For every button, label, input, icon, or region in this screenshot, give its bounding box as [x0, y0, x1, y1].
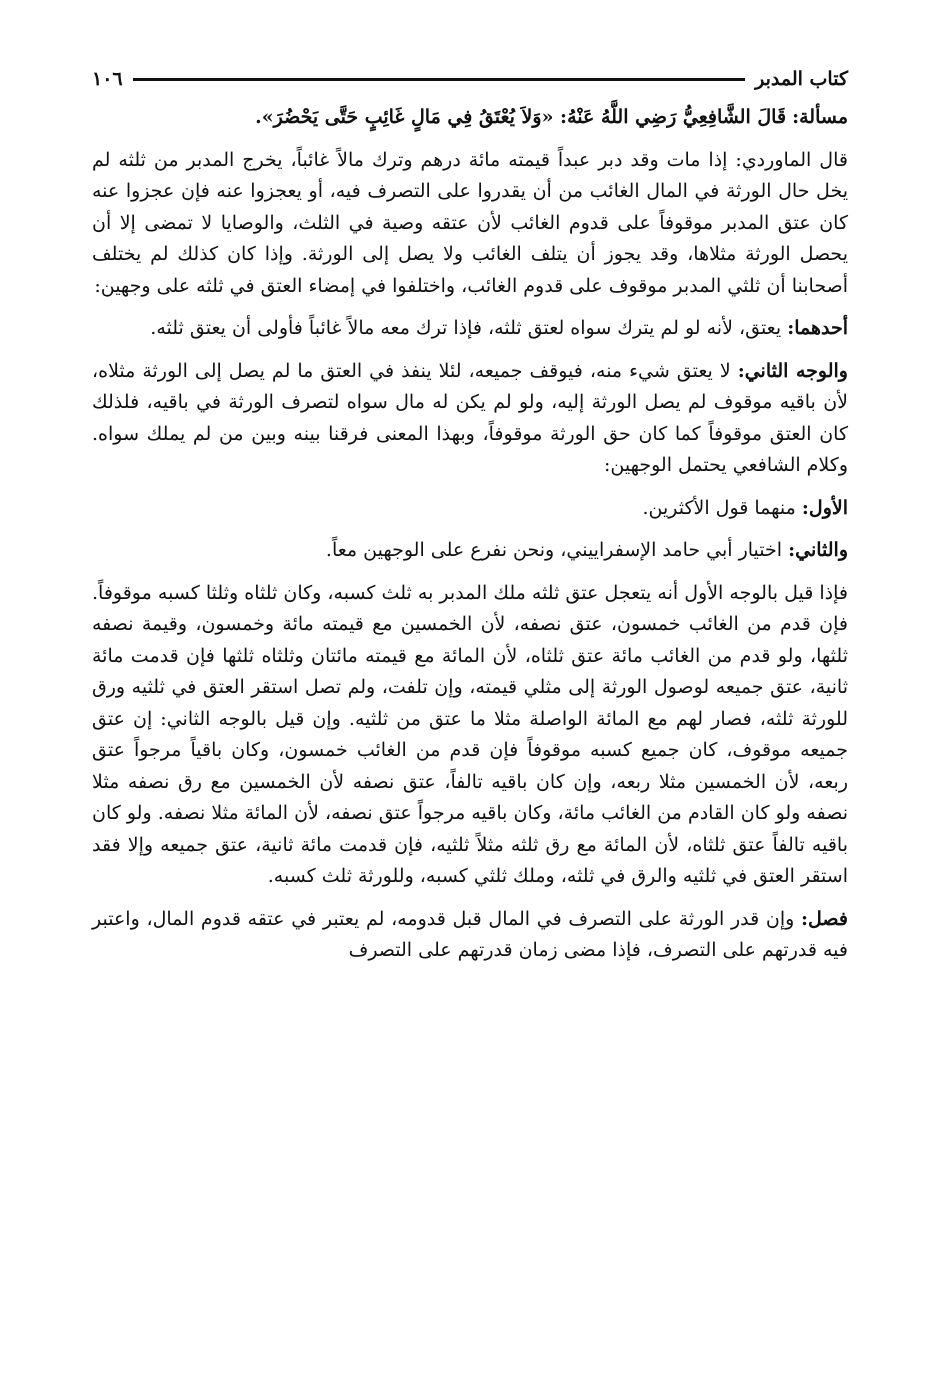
masala-quote: قَالَ الشَّافِعِيُّ رَضِي اللَّهُ عَنْهُ: «وَلاَ يُعْتَقُ فِي مَالٍ غَائِبٍ حَتَّى يَحْضُرَ».	[255, 106, 787, 128]
book-page	[92, 62, 848, 978]
paragraph-2-label: أحدهما:	[787, 317, 848, 339]
paragraph-5-label: والثاني:	[788, 539, 848, 561]
paragraph-1	[92, 145, 848, 303]
masala-paragraph	[92, 102, 848, 134]
paragraph-3-label: والوجه الثاني:	[737, 359, 848, 382]
paragraph-4-text: منهما قول الأكثرين.	[642, 496, 796, 519]
book-title: كتاب المدبر	[755, 68, 848, 90]
paragraph-5-text: اختيار أبي حامد الإسفراييني، ونحن نفرع على الوجهين معاً.	[325, 539, 783, 561]
header-rule	[133, 78, 746, 81]
paragraph-1-text: قال الماوردي: إذا مات وقد دبر عبداً قيمته مائة درهم وترك مالاً غائباً، يخرج المدبر من ثلثه لم يخل حال الورثة في المال الغائب من أن يقدروا على التصرف فيه، أو يعجزوا عنه فإن عجزوا عنه كان عتق المدبر موقوفاً على قدوم الغائب لأن عتقه وصية في الثلث، والوصايا لا تمضى إلا أن يحصل الورثة مثلاها، وقد يجوز أن يتلف الغائب ولا يصل إلى الورثة. وإذا كان كذلك لم يختلف أصحابنا أن ثلثي المدبر موقوف على قدوم الغائب، واختلفوا في إمضاء العتق في ثلثه على وجهين:	[92, 148, 848, 297]
paragraph-4-label: الأول:	[801, 496, 848, 519]
paragraph-2	[92, 313, 848, 345]
paragraph-3	[92, 356, 848, 482]
paragraph-7-label: فصل:	[801, 907, 848, 930]
paragraph-5	[92, 535, 848, 567]
page-number: ١٠٦	[92, 68, 123, 90]
paragraph-7	[92, 904, 848, 967]
paragraph-6-text: فإذا قيل بالوجه الأول أنه يتعجل عتق ثلثه ملك المدبر به ثلث كسبه، وكان ثلثاه وثلثا كسبه موقوفاً. فإن قدم من الغائب خمسون، عتق نصفه، لأن الخمسين مع قيمته مائة وخمسون، وقيمة نصفه ثلثها، ولو قدم من الغائب مائة عتق ثلثاه، لأن المائة مع قيمته مائتان وثلثاه ثلثها فإن قدمت مائة ثانية، عتق جميعه لوصول الورثة إلى مثلي قيمته، وإن تلفت، ولم تصل استقر العتق في ثلثيه ورق للورثة ثلثه، فصار لهم مع المائة الواصلة مثلا ما عتق من ثلثيه. وإن قيل بالوجه الثاني: إن عتق جميعه موقوف، كان جميع كسبه موقوفاً فإن قدم من الغائب خمسون، وكان باقياً مرجواً عتق ربعه، لأن الخمسين مثلا ربعه، وإن كان باقيه تالفاً، عتق نصفه لأن الخمسين مع رق نصفه مثلا نصفه ولو كان القادم من الغائب مائة، وكان باقيه مرجواً عتق نصفه، لأن المائة مثلا نصفه. ولو كان باقيه تالفاً عتق ثلثاه، لأن المائة مع رق ثلثه مثلاً ثلثيه، فإن قدمت مائة ثانية، عتق جميعه وإلا فقد استقر العتق في ثلثيه والرق في ثلثه، وملك ثلثي كسبه، وللورثة ثلث كسبه.	[92, 581, 849, 887]
paragraph-4	[92, 493, 848, 525]
page-header	[92, 62, 848, 102]
paragraph-2-text: يعتق، لأنه لو لم يترك سواه لعتق ثلثه، فإذا ترك معه مالاً غائباً فأولى أن يعتق ثلثه.	[150, 317, 782, 339]
masala-label: مسألة:	[792, 106, 848, 128]
paragraph-3-text: لا يعتق شيء منه، فيوقف جميعه، لئلا ينفذ في العتق ما لم يصل إلى الورثة مثلاه، لأن باقيه موقوف لم يصل الورثة إليه، ولو لم يكن له مال سواه لتصرف الورثة في باقيه، فلذلك كان العتق موقوفاً كما كان حق الورثة موقوفاً، وبهذا المعنى فرقنا بينه وبين من لم يملك سواه. وكلام الشافعي يحتمل الوجهين:	[92, 359, 848, 476]
paragraph-7-text: وإن قدر الورثة على التصرف في المال قبل قدومه، لم يعتبر في عتقه قدوم المال، واعتبر فيه قدرتهم على التصرف، فإذا مضى زمان قدرتهم على التصرف	[92, 907, 848, 961]
paragraph-6	[92, 578, 848, 893]
